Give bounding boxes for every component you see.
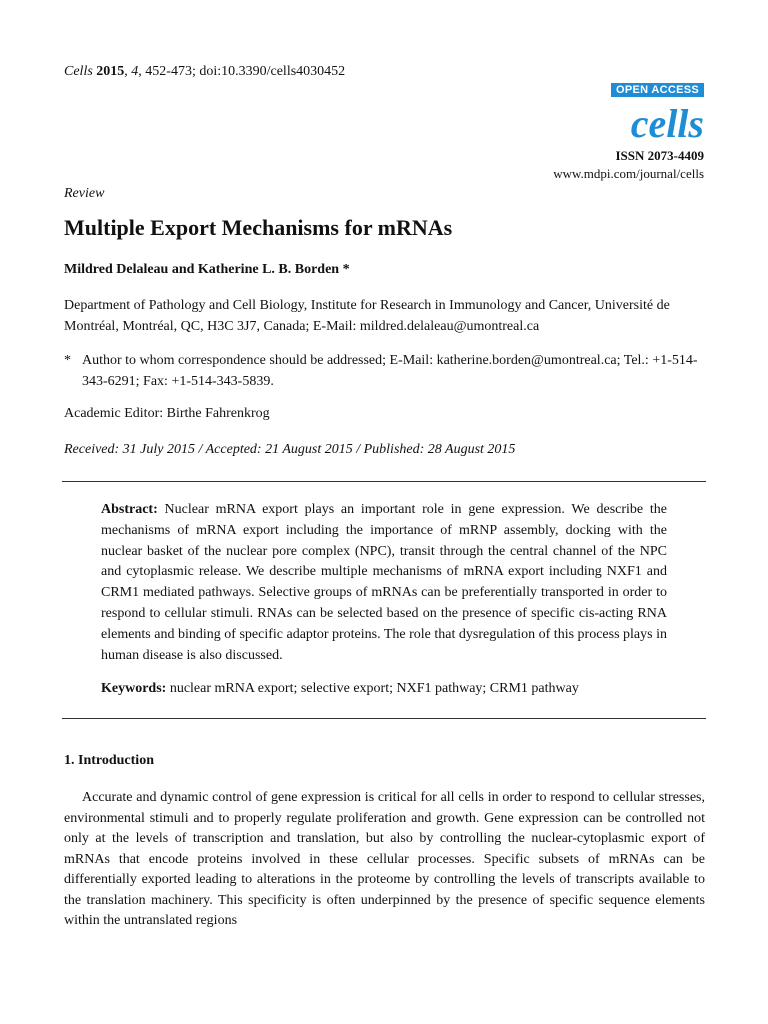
- abstract-text: Nuclear mRNA export plays an important role in gene expression. We describe the mechanisms of mRNA export including the importance of mRNP assembly, docking with the nuclear basket of the nuclear pore complex (NPC), transit through the central channel of the NPC and cytoplasmic release. We describe multiple mechanisms of mRNA export including NXF1 and CRM1 mediated pathways. Selective groups of mRNAs can be preferentially transported in order to respond to cellular stimuli. RNAs can be selected based on the presence of specific cis-acting RNA elements and binding of specific adaptor proteins. The role that dysregulation of this process plays in human disease is also discussed.: [101, 502, 668, 663]
- abstract: [101, 500, 667, 666]
- correspondence-marker: *: [64, 353, 71, 368]
- citation-journal: Cells: [64, 64, 93, 79]
- affiliation: Department of Pathology and Cell Biology, Institute for Research in Immunology and Cancer, Université de Montréal, Montréal, QC, H3C 3J7, Canada; E-Mail: mildred.delaleau@umontreal.ca: [64, 298, 670, 334]
- article-title: Multiple Export Mechanisms for mRNAs: [64, 215, 453, 240]
- citation-line: Cells 2015, 4, 452-473; doi:10.3390/cells4030452: [64, 64, 346, 79]
- abstract-label: Abstract:: [101, 502, 158, 517]
- introduction-paragraph: Accurate and dynamic control of gene expression is critical for all cells in order to respond to cellular stresses, environmental stimuli and to properly regulate proliferation and growth. Gene expression can be controlled not only at the levels of transcription and translation, but also by controlling the nuclear-cytoplasmic export of mRNAs that encode proteins involved in these cellular processes. Specific subsets of mRNAs can be differentially exported leading to alterations in the proteome by controlling the levels of transcripts available to the translation machinery. This specificity is often underpinned by the presence of specific sequence elements within the untranslated regions: [64, 790, 705, 928]
- citation-volume: 4: [131, 64, 139, 79]
- journal-logo: cells: [630, 101, 704, 146]
- keywords: [101, 681, 667, 697]
- authors: Mildred Delaleau and Katherine L. B. Borden *: [64, 262, 350, 277]
- keywords-label: Keywords:: [101, 681, 167, 696]
- citation-year: 2015: [96, 64, 125, 79]
- publication-dates: Received: 31 July 2015 / Accepted: 21 August 2015 / Published: 28 August 2015: [64, 442, 516, 457]
- citation-rest: , 452-473; doi:10.3390/cells4030452: [138, 64, 346, 79]
- article-type: Review: [64, 186, 105, 201]
- issn: ISSN 2073-4409: [615, 148, 704, 163]
- open-access-badge: OPEN ACCESS: [611, 83, 704, 97]
- academic-editor: Academic Editor: Birthe Fahrenkrog: [64, 406, 270, 421]
- abstract-top-divider: [62, 481, 706, 482]
- abstract-bottom-divider: [62, 718, 706, 719]
- journal-url[interactable]: www.mdpi.com/journal/cells: [553, 166, 704, 181]
- correspondence-text: Author to whom correspondence should be addressed; E-Mail: katherine.borden@umontreal.ca; Tel.: +1-514-343-6291; Fax: +1-514-343-5839.: [82, 353, 698, 389]
- correspondence-note: [64, 350, 704, 392]
- section-heading-introduction: 1. Introduction: [64, 753, 154, 768]
- keywords-text: nuclear mRNA export; selective export; NXF1 pathway; CRM1 pathway: [169, 681, 579, 696]
